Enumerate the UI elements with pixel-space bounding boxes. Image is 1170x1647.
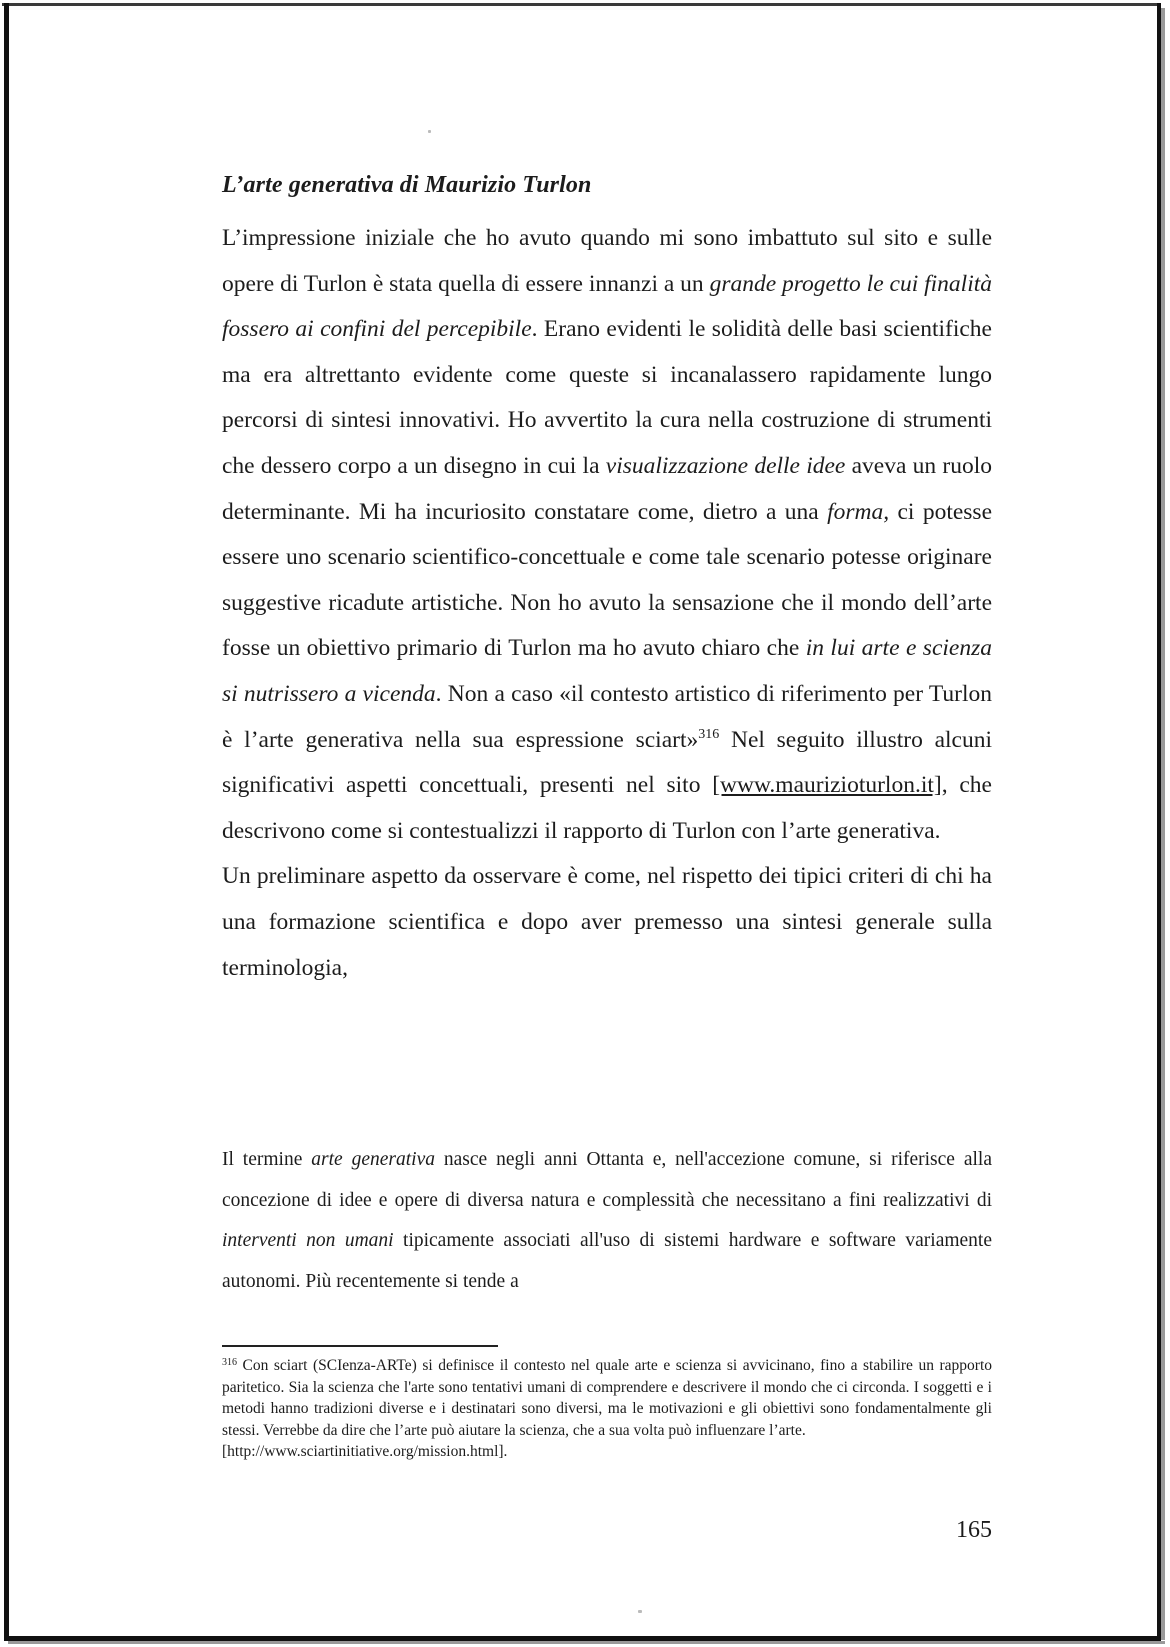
footnote-source-link[interactable]: [http://www.sciartinitiative.org/mission.html]. [222,1443,508,1460]
text-run: Il termine [222,1149,312,1170]
text-run: L’impressione iniziale che ho avuto quando mi sono imbattuto sul sito e sulle opere di Turlon è stata quella di essere innanzi a un [222,225,992,297]
footnote [222,1355,992,1463]
footnote-reference[interactable]: 316 [698,726,720,742]
italic-run: visualizzazione delle idee [605,452,846,479]
block-quote [222,1140,992,1302]
text-run: ci potesse essere uno scenario scientifico-concettuale e come tale scenario potesse originare suggestive ricadute artistiche. Non ho avuto la sensazione che il mondo dell’arte fosse un obiettivo primario di Turlon ma ho avuto chiaro che [222,498,993,662]
paragraph-2: Un preliminare aspetto da osservare è come, nel rispetto dei tipici criteri di chi ha una formazione scientifica e dopo aver premesso una sintesi generale sulla terminologia, [222,863,992,981]
text-run: aveva un ruolo determinante. Mi ha incuriosito constatare come, dietro a una [222,452,992,525]
italic-run: arte generativa [311,1149,435,1170]
frame-shadow-right [1161,8,1165,1640]
frame-border-left [4,3,9,1638]
text-run: nasce negli anni Ottanta e, nell'accezione comune, si riferisce alla concezione di idee e opere di diversa natura e complessità che necessitano a fini realizzativi di [222,1149,992,1211]
scan-speck [428,130,431,133]
text-run: tipicamente associati all'uso di sistemi hardware e software variamente autonomi. Più recentemente si tende a [222,1230,993,1292]
scan-speck [638,1610,642,1613]
page-number: 165 [956,1517,992,1543]
frame-shadow-bottom [8,1641,1165,1644]
text-run: , che descrivono come si contestualizzi il rapporto di Turlon con l’arte generativa. [222,772,992,844]
footnote-separator [222,1345,498,1347]
italic-run: forma, [827,498,890,525]
italic-run: interventi non umani [222,1230,394,1251]
footnote-text: Con sciart (SCIenza-ARTe) si definisce il contesto nel quale arte e scienza si avvicinano, fino a stabilire un rapporto paritetico. Sia la scienza che l'arte sono tentativi umani di comprendere e descrivere il mondo che ci circonda. I soggetti e i metodi hanno tradizioni diverse e i destinatari sono diversi, ma le motivazioni e gli obiettivi sono fondamentalmente gli stessi. Verrebbe da dire che l’arte può aiutare la scienza, che a sua volta può influenzare l’arte. [222,1357,992,1439]
text-run: . Non a caso «il contesto artistico di riferimento per Turlon è l’arte generativa nella sua espressione sciart» [222,680,992,753]
body-text [222,216,992,991]
paragraph-1 [222,216,992,854]
footnote-number: 316 [222,1357,237,1368]
italic-run: in lui arte e scienza si nutrissero a vicenda [222,635,992,707]
text-run: . Erano evidenti le solidità delle basi scientifiche ma era altrettanto evidente come queste si incanalassero rapidamente lungo percorsi di sintesi innovativi. Ho avvertito la cura nella costruzione di strumenti che dessero corpo a un disegno in cui la [222,316,992,479]
frame-border-top [2,3,1160,6]
website-link[interactable]: [www.maurizioturlon.it] [712,772,942,799]
text-run: Nel seguito illustro alcuni significativi aspetti concettuali, presenti nel sito [222,726,992,799]
italic-run: grande progetto le cui finalità fossero ai confini del percepibile [222,270,993,343]
section-title: L’arte generativa di Maurizio Turlon [222,172,592,198]
